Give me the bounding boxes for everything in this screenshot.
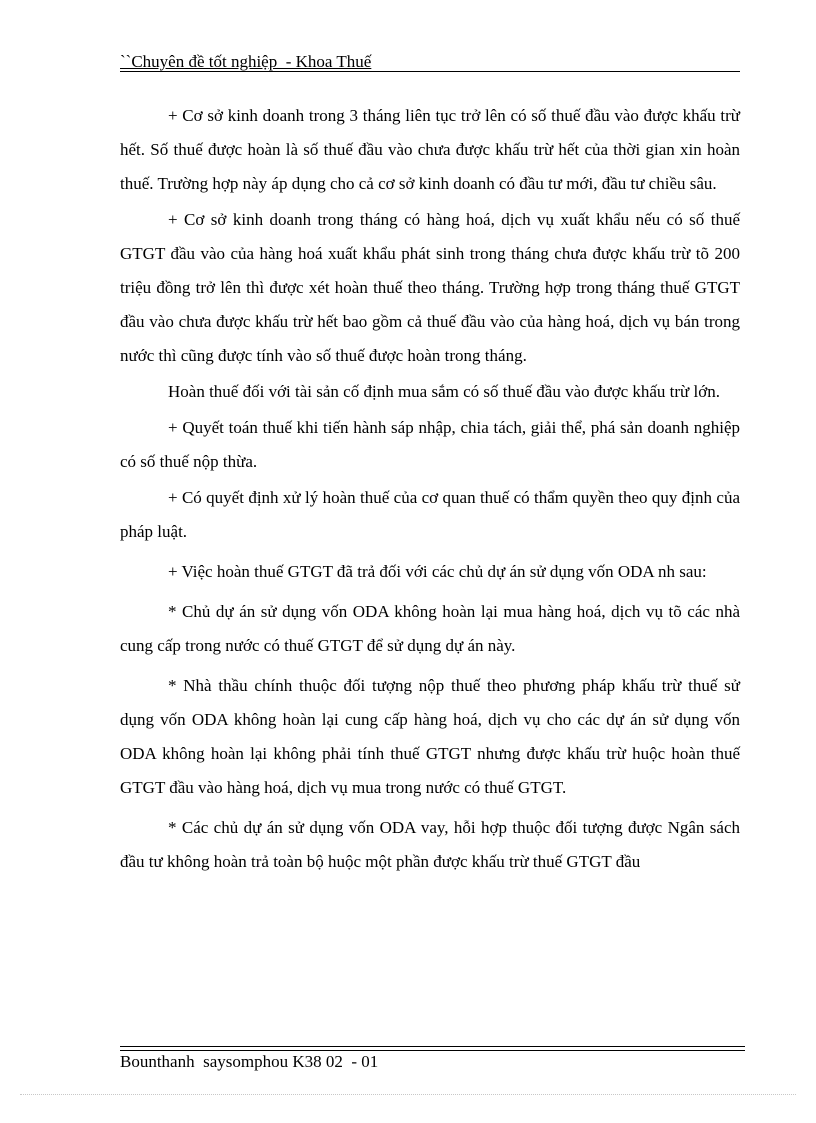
- paragraph: * Chủ dự án sử dụng vốn ODA không hoàn lại mua hàng hoá, dịch vụ tõ các nhà cung cấp trong nước có thuế GTGT để sử dụng dự án này.: [120, 602, 740, 655]
- paragraph: * Các chủ dự án sử dụng vốn ODA vay, hỗi hợp thuộc đối tượng được Ngân sách đầu tư không hoàn trả toàn bộ huộc một phần được khấu trừ thuế GTGT đầu: [120, 818, 740, 871]
- document-body: [120, 99, 740, 879]
- paragraph: + Việc hoàn thuế GTGT đã trả đối với các chủ dự án sử dụng vốn ODA nh sau:: [168, 562, 707, 581]
- header-title: ``Chuyên đề tốt nghiệp - Khoa Thuế: [120, 52, 372, 71]
- paragraph: + Có quyết định xử lý hoàn thuế của cơ quan thuế có thẩm quyền theo quy định của pháp luật.: [120, 488, 740, 541]
- header-rule: [120, 71, 740, 72]
- paragraph: + Cơ sở kinh doanh trong tháng có hàng hoá, dịch vụ xuất khẩu nếu có số thuế GTGT đầu vào của hàng hoá xuất khẩu phát sinh trong tháng chưa được khấu trừ tõ 200 triệu đồng trở lên thì được xét hoàn thuế theo tháng. Trường hợp trong tháng thuế GTGT đầu vào chưa được khấu trừ hết bao gồm cả thuế đầu vào của hàng hoá, dịch vụ bán trong nước thì cũng được tính vào số thuế được hoàn trong tháng.: [120, 210, 740, 365]
- page-boundary: [20, 1094, 796, 1095]
- paragraph: + Cơ sở kinh doanh trong 3 tháng liên tục trở lên có số thuế đầu vào được khấu trừ hết. Số thuế được hoàn là số thuế đầu vào chưa được khấu trừ hết của thời gian xin hoàn thuế. Trường hợp này áp dụng cho cả cơ sở kinh doanh có đầu tư mới, đầu tư chiều sâu.: [120, 106, 740, 193]
- footer-rule-top: [120, 1046, 745, 1047]
- paragraph: + Quyết toán thuế khi tiến hành sáp nhập, chia tách, giải thể, phá sản doanh nghiệp có số thuế nộp thừa.: [120, 418, 740, 471]
- paragraph: * Nhà thầu chính thuộc đối tượng nộp thuế theo phương pháp khấu trừ thuế sử dụng vốn ODA không hoàn lại cung cấp hàng hoá, dịch vụ cho các dự án sử dụng vốn ODA không hoàn lại không phải tính thuế GTGT nhưng được khấu trừ huộc hoàn thuế GTGT đầu vào hàng hoá, dịch vụ mua trong nước có thuế GTGT.: [120, 676, 740, 797]
- footer-author: Bounthanh saysomphou K38 02 - 01: [120, 1052, 379, 1071]
- page-header: [120, 52, 740, 72]
- paragraph: Hoàn thuế đối với tài sản cố định mua sắm có số thuế đầu vào được khấu trừ lớn.: [168, 382, 720, 401]
